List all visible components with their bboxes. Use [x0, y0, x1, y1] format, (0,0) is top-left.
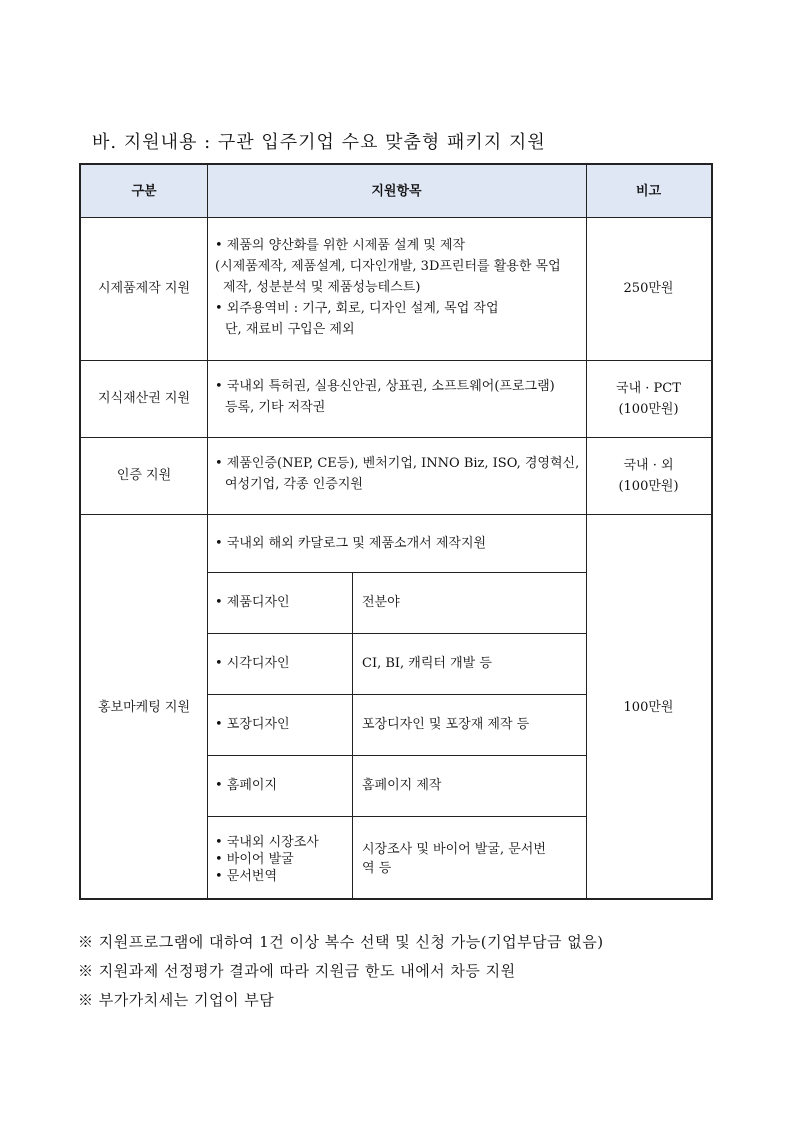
footnote: ※ 지원과제 선정평가 결과에 따라 지원금 한도 내에서 차등 지원	[78, 962, 516, 980]
header-items: 지원항목	[207, 165, 586, 217]
footnote: ※ 지원프로그램에 대하여 1건 이상 복수 선택 및 신청 가능(기업부담금 없음)	[78, 933, 604, 951]
note-amount: 250만원	[623, 281, 674, 296]
row-prototype-items	[207, 217, 586, 360]
note-scope: 국내 · PCT	[616, 380, 681, 396]
list-item: • 바이어 발굴	[215, 852, 294, 867]
row-prototype-category: 시제품제작 지원	[97, 281, 191, 296]
desc-line: 역 등	[362, 861, 392, 876]
footnotes	[78, 928, 604, 1015]
list-item: • 제품인증(NEP, CE등), 벤처기업, INNO Biz, ISO, 경영혁신,	[215, 456, 580, 471]
marketing-sub-item: • 포장디자인	[215, 717, 290, 732]
marketing-sub-item: • 홈페이지	[215, 778, 278, 793]
marketing-sub-desc: 전분야	[362, 595, 400, 610]
marketing-sub-desc: 홈페이지 제작	[362, 778, 442, 793]
marketing-sub-item	[207, 816, 352, 900]
row-divider	[207, 816, 586, 817]
marketing-sub-desc: CI, BI, 캐릭터 개발 등	[362, 656, 492, 671]
marketing-sub-item: • 제품디자인	[215, 595, 290, 610]
support-table	[79, 163, 713, 900]
row-divider	[207, 633, 586, 634]
row-divider	[81, 217, 711, 218]
row-ip-category: 지식재산권 지원	[97, 391, 191, 406]
row-marketing-category: 홍보마케팅 지원	[97, 699, 191, 715]
list-item: • 외주용역비 : 기구, 회로, 디자인 설계, 목업 작업	[215, 301, 499, 316]
row-ip-items	[207, 360, 586, 437]
row-marketing-top-item: • 국내외 해외 카달로그 및 제품소개서 제작지원	[215, 535, 487, 551]
column-divider	[207, 165, 208, 898]
list-item: • 제품의 양산화를 위한 시제품 설계 및 제작	[215, 238, 466, 253]
row-prototype-note	[586, 217, 711, 360]
list-item: (시제품제작, 제품설계, 디자인개발, 3D프린터를 활용한 목업	[215, 259, 561, 274]
header-category: 구분	[81, 165, 207, 217]
list-item: • 문서번역	[215, 869, 278, 884]
row-cert-items	[207, 437, 586, 514]
section-heading: 바. 지원내용 : 구관 입주기업 수요 맞춤형 패키지 지원	[92, 132, 546, 153]
footnote: ※ 부가가치세는 기업이 부담	[78, 991, 275, 1009]
note-amount: (100만원)	[618, 401, 679, 417]
list-item: 여성기업, 각종 인증지원	[225, 477, 363, 492]
row-divider	[207, 572, 586, 573]
list-item: • 국내외 특허권, 실용신안권, 상표권, 소프트웨어(프로그램)	[215, 379, 555, 394]
list-item: 단, 재료비 구입은 제외	[225, 322, 355, 337]
row-marketing-note	[586, 514, 711, 900]
header-note: 비고	[586, 165, 711, 217]
row-divider	[81, 514, 711, 515]
marketing-sub-desc: 포장디자인 및 포장재 제작 등	[362, 717, 530, 732]
row-divider	[207, 694, 586, 695]
row-cert-note	[586, 437, 711, 514]
note-amount: (100만원)	[618, 478, 679, 494]
marketing-sub-item: • 시각디자인	[215, 656, 290, 671]
list-item: 제작, 성분분석 및 제품성능테스트)	[223, 280, 421, 295]
column-divider	[352, 572, 353, 898]
row-divider	[81, 360, 711, 361]
row-cert-category: 인증 지원	[116, 468, 172, 483]
list-item: • 국내외 시장조사	[215, 835, 319, 850]
desc-line: 시장조사 및 바이어 발굴, 문서번	[362, 842, 546, 857]
list-item: 등록, 기타 저작권	[225, 400, 326, 415]
note-amount: 100만원	[623, 699, 674, 715]
marketing-sub-desc	[352, 816, 586, 900]
column-divider	[586, 165, 587, 898]
note-scope: 국내 · 외	[623, 457, 674, 473]
row-divider	[207, 755, 586, 756]
row-divider	[81, 437, 711, 438]
row-ip-note	[586, 360, 711, 437]
